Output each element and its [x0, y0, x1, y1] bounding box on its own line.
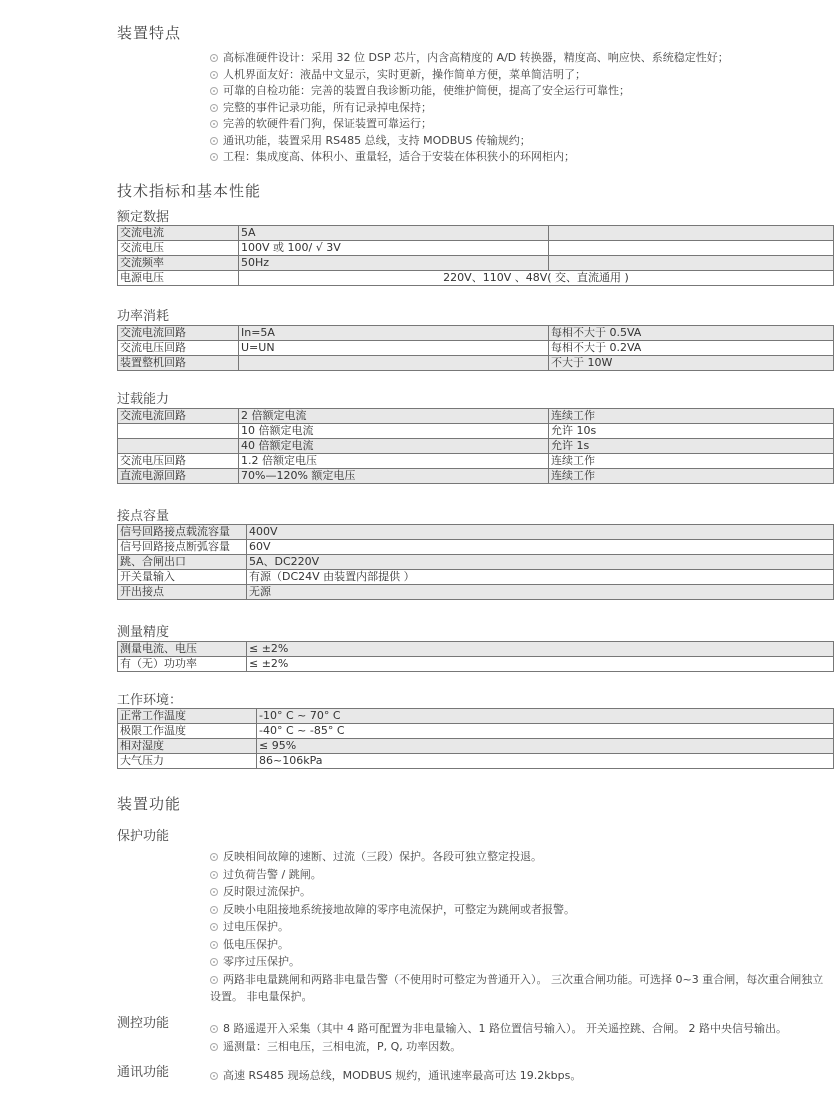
environment-title: 工作环境： — [117, 693, 183, 708]
list-item: 过负荷告警 / 跳闸。 — [210, 866, 830, 884]
bullet-icon — [210, 1072, 218, 1080]
rated-table — [117, 225, 834, 286]
bullet-icon — [210, 71, 218, 79]
bullet-icon — [210, 923, 218, 931]
table-row: 交流电压回路 U=UN 每相不大于 0.2VA — [118, 341, 834, 356]
table-row: 相对湿度 ≤ 95% — [118, 739, 834, 754]
comm-list — [210, 1068, 830, 1085]
table-row: 极限工作温度 -40° C ~ -85° C — [118, 724, 834, 739]
list-item: 遥测量：三相电压，三相电流，P, Q, 功率因数。 — [210, 1038, 830, 1056]
table-row: 交流电流 5A — [118, 226, 834, 241]
accuracy-table — [117, 641, 834, 672]
list-item: 完善的软硬件看门狗，保证装置可靠运行； — [210, 116, 830, 133]
table-row: 信号回路接点断弧容量 60V — [118, 540, 834, 555]
bullet-icon — [210, 1025, 218, 1033]
list-item: 反映小电阻接地系统接地故障的零序电流保护，可整定为跳闸或者报警。 — [210, 901, 830, 919]
table-row: 信号回路接点载流容量 400V — [118, 525, 834, 540]
list-item: 两路非电量跳闸和两路非电量告警（不使用时可整定为普通开入）。 三次重合闸功能。可选择 0~3 重合闸，每次重合闸独立设置。 非电量保护。 — [210, 972, 824, 1003]
bullet-icon — [210, 54, 218, 62]
bullet-icon — [210, 104, 218, 112]
functions-title: 装置功能 — [117, 795, 182, 813]
table-row: 交流电流回路 In=5A 每相不大于 0.5VA — [118, 326, 834, 341]
list-item: 反时限过流保护。 — [210, 883, 830, 901]
bullet-icon — [210, 1043, 218, 1051]
bullet-icon — [210, 120, 218, 128]
list-item: 低电压保护。 — [210, 936, 830, 954]
overload-title: 过载能力 — [117, 392, 170, 407]
table-row: 跳、合闸出口 5A、DC220V — [118, 555, 834, 570]
contacts-title: 接点容量 — [117, 509, 170, 524]
table-row: 交流电压 100V 或 100/ √ 3V — [118, 241, 834, 256]
bullet-icon — [210, 941, 218, 949]
list-item: 高速 RS485 现场总线，MODBUS 规约，通讯速率最高可达 19.2kbps。 — [210, 1068, 830, 1085]
table-row: 10 倍额定电流 允许 10s — [118, 424, 834, 439]
rated-title: 额定数据 — [117, 210, 170, 225]
table-row: 40 倍额定电流 允许 1s — [118, 439, 834, 454]
comm-title: 通讯功能 — [117, 1065, 170, 1080]
table-row: 开关量输入 有源（DC24V 由装置内部提供 ） — [118, 570, 834, 585]
list-item: 人机界面友好：液晶中文显示，实时更新，操作简单方便，菜单简洁明了； — [210, 67, 830, 84]
accuracy-title: 测量精度 — [117, 625, 170, 640]
overload-table — [117, 408, 834, 484]
protection-list — [210, 848, 830, 1006]
bullet-icon — [210, 87, 218, 95]
table-row: 有（无）功功率 ≤ ±2% — [118, 657, 834, 672]
table-row: 正常工作温度 -10° C ~ 70° C — [118, 709, 834, 724]
list-item: 反映相间故障的速断、过流（三段）保护。各段可独立整定投退。 — [210, 848, 830, 866]
list-item: 高标准硬件设计：采用 32 位 DSP 芯片，内含高精度的 A/D 转换器，精度高、响应快、系统稳定性好； — [210, 50, 830, 67]
table-row: 装置整机回路 不大于 10W — [118, 356, 834, 371]
table-row: 电源电压 220V、110V 、48V( 交、直流通用 ) — [118, 271, 834, 286]
bullet-icon — [210, 137, 218, 145]
table-row: 交流频率 50Hz — [118, 256, 834, 271]
table-row: 大气压力 86~106kPa — [118, 754, 834, 769]
bullet-icon — [210, 853, 218, 861]
bullet-icon — [210, 871, 218, 879]
list-item: 完整的事件记录功能，所有记录掉电保持； — [210, 100, 830, 117]
table-row: 交流电流回路 2 倍额定电流 连续工作 — [118, 409, 834, 424]
bullet-icon — [210, 958, 218, 966]
bullet-icon — [210, 153, 218, 161]
list-item: 8 路遥遈开入采集（其中 4 路可配置为非电量输入、1 路位置信号输入）。 开关遥控跳、合闸。 2 路中央信号输出。 — [210, 1020, 830, 1038]
tech-title: 技术指标和基本性能 — [117, 182, 262, 200]
table-row: 开出接点 无源 — [118, 585, 834, 600]
features-list — [210, 50, 830, 166]
power-title: 功率消耗 — [117, 309, 170, 324]
control-title: 测控功能 — [117, 1016, 170, 1031]
table-row: 直流电源回路 70%—120% 额定电压 连续工作 — [118, 469, 834, 484]
bullet-icon — [210, 888, 218, 896]
bullet-icon — [210, 976, 218, 984]
table-row: 交流电压回路 1.2 倍额定电压 连续工作 — [118, 454, 834, 469]
environment-table — [117, 708, 834, 769]
features-title: 装置特点 — [117, 24, 182, 42]
control-list — [210, 1020, 830, 1056]
list-item: 过电压保护。 — [210, 918, 830, 936]
contacts-table — [117, 524, 834, 600]
list-item: 工程：集成度高、体积小、重量轻，适合于安装在体积狭小的环网柜内； — [210, 149, 830, 166]
list-item: 可靠的自检功能：完善的装置自我诊断功能，使维护简便，提高了安全运行可靠性； — [210, 83, 830, 100]
list-item: 零序过压保护。 — [210, 953, 830, 971]
protection-title: 保护功能 — [117, 829, 170, 844]
bullet-icon — [210, 906, 218, 914]
table-row: 测量电流、电压 ≤ ±2% — [118, 642, 834, 657]
list-item: 通讯功能，装置采用 RS485 总线，支持 MODBUS 传输规约； — [210, 133, 830, 150]
power-table — [117, 325, 834, 371]
